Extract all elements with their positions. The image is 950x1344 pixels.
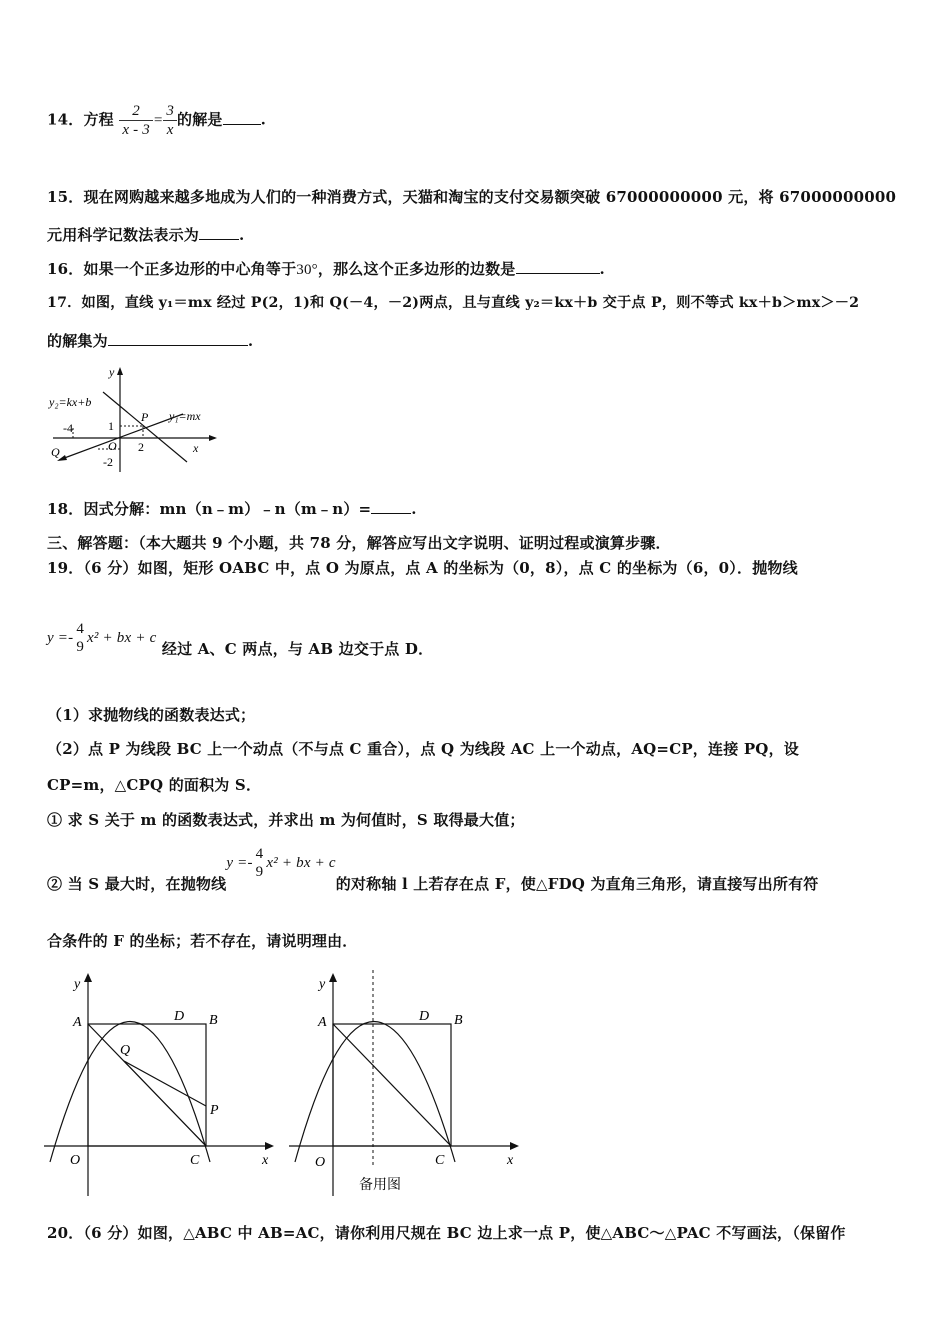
fig19a-label-Q: Q — [120, 1043, 131, 1058]
question-19-formula-line — [47, 620, 433, 656]
fig19b-y-label: y — [319, 977, 326, 992]
fig19a-x-label: x — [262, 1153, 269, 1168]
q19-sub-2 — [47, 845, 819, 893]
fig17-x-arrow — [209, 435, 217, 441]
fig19a-x-arrow — [265, 1142, 274, 1150]
fig19b-label-B: B — [454, 1013, 463, 1028]
q19-sub2-formula-lhs: y =- — [226, 855, 253, 871]
fig19b-y-arrow — [329, 973, 337, 982]
question-18 — [47, 498, 417, 519]
fig19b-label-O: O — [315, 1155, 326, 1170]
q17-end: . — [247, 332, 254, 350]
section-3-heading: 三、解答题：（本大题共 9 个小题，共 78 分，解答应写出文字说明、证明过程或演算步骤． — [47, 534, 671, 552]
fig19a-label-D: D — [174, 1009, 185, 1024]
q14-frac1-den: x - 3 — [122, 122, 150, 138]
fig19a-label-O: O — [70, 1153, 81, 1168]
fig19b-label-C: C — [435, 1153, 445, 1168]
q19-sub2-formula-rhs: x² + bx + c — [266, 855, 336, 871]
q18-end: . — [411, 500, 417, 518]
fig19a-label-C: C — [190, 1153, 200, 1168]
figure-19-main — [40, 966, 280, 1201]
q19-formula-rhs: x² + bx + c — [87, 630, 157, 646]
q18-answer-blank[interactable] — [371, 513, 411, 514]
fig19b-label-A: A — [318, 1015, 327, 1030]
q14-frac2-num: 3 — [163, 102, 177, 121]
fig17-q-label: Q — [51, 445, 60, 459]
question-16 — [47, 258, 605, 279]
fig17-tick-1: 1 — [108, 419, 114, 433]
q19-formula-lhs: y =- — [47, 630, 74, 646]
fig17-tick-2: 2 — [138, 440, 144, 454]
q14-number: 14． — [47, 110, 84, 129]
q16-angle: 30° — [296, 262, 318, 278]
fig17-y2-label: y₂=kx+b — [49, 395, 92, 409]
q19-sub2-suffix: 的对称轴 l 上若存在点 F，使△FDQ 为直角三角形，请直接写出所有符 — [335, 875, 819, 893]
fig19b-x-arrow — [510, 1142, 519, 1150]
q14-answer-blank[interactable] — [223, 124, 261, 125]
fig17-p-label: P — [141, 410, 149, 424]
fig19a-label-P: P — [210, 1103, 219, 1118]
q19-formula-fraction — [73, 620, 87, 656]
q16-middle: ，那么这个正多边形的边数是 — [317, 260, 516, 278]
question-14 — [47, 102, 266, 139]
fig19b-label-D: D — [419, 1009, 430, 1024]
fig19b-x-label: x — [507, 1153, 514, 1168]
fig17-tick-neg4: -4 — [63, 421, 73, 435]
fig17-y-arrow — [117, 367, 123, 375]
q19-part-2-line1: （2）点 P 为线段 BC 上一个动点（不与点 C 重合），点 Q 为线段 AC 上一个动点，AQ=CP，连接 PQ，设 — [47, 740, 799, 758]
question-17-line2 — [47, 330, 253, 351]
q19-sub-2-line2: 合条件的 F 的坐标；若不存在，请说明理由． — [47, 932, 358, 950]
q15-line2-prefix: 元用科学记数法表示为 — [47, 226, 200, 244]
question-19-line1: 19．（6 分）如图，矩形 OABC 中，点 O 为原点，点 A 的坐标为（0，8），点 C 的坐标为（6，0）．抛物线 — [47, 559, 798, 577]
q16-answer-blank[interactable] — [516, 273, 600, 274]
q14-fraction-2 — [163, 102, 177, 139]
fig17-tick-neg2: -2 — [103, 455, 113, 469]
fig19a-segment-QP — [124, 1061, 206, 1106]
q18-text: 18．因式分解：mn（n﹣m）﹣n（m﹣n）= — [47, 500, 372, 518]
q14-frac2-den: x — [166, 122, 174, 138]
q19-sub-1: ① 求 S 关于 m 的函数表达式，并求出 m 为何值时，S 取得最大值； — [47, 811, 525, 829]
fig19a-y-arrow — [84, 973, 92, 982]
q19-sub2-prefix: ② 当 S 最大时，在抛物线 — [47, 875, 227, 893]
fig19b-segment-AC — [333, 1024, 451, 1146]
figure-17 — [45, 364, 225, 476]
fig17-y1-label: y₁=mx — [169, 409, 201, 423]
q14-end: . — [260, 110, 267, 129]
q19-line2-suffix: 经过 A、C 两点，与 AB 边交于点 D． — [161, 640, 434, 658]
q14-frac1-num: 2 — [119, 102, 153, 121]
q14-fraction-1 — [119, 102, 153, 139]
fig17-y-label: y — [109, 365, 115, 379]
q15-end: . — [239, 226, 245, 244]
q15-answer-blank[interactable] — [199, 239, 239, 240]
figure-19-backup — [285, 966, 525, 1201]
fig17-o-label: O — [108, 439, 117, 453]
fig19b-caption: 备用图 — [359, 1177, 401, 1193]
q19-part-2-line2: CP=m，△CPQ 的面积为 S． — [47, 776, 262, 794]
q19-sub2-formula-den: 9 — [255, 864, 264, 880]
fig19a-label-B: B — [209, 1013, 218, 1028]
q19-sub2-formula-num: 4 — [255, 846, 264, 862]
fig19b-parabola — [295, 1022, 455, 1163]
q14-prefix: 方程 — [83, 110, 114, 129]
fig17-x-label: x — [193, 441, 199, 455]
fig19a-segment-QC — [124, 1061, 206, 1146]
q16-prefix: 16．如果一个正多边形的中心角等于 — [47, 260, 297, 278]
question-20: 20．（6 分）如图，△ABC 中 AB=AC，请你利用尺规在 BC 边上求一点 P，使△ABC～△PAC 不写画法，（保留作 — [47, 1224, 846, 1242]
q19-formula-num: 4 — [76, 621, 85, 637]
q19-part-1: （1）求抛物线的函数表达式； — [47, 706, 256, 724]
fig17-line-y1 — [59, 414, 183, 460]
q17-line2-prefix: 的解集为 — [47, 332, 108, 350]
q19-formula-den: 9 — [76, 639, 85, 655]
q16-end: . — [599, 260, 605, 278]
question-15-line2 — [47, 224, 244, 245]
q14-suffix: 的解是 — [177, 110, 223, 129]
fig19a-y-label: y — [74, 977, 81, 992]
question-15-line1: 15．现在网购越来越多地成为人们的一种消费方式，天猫和淘宝的支付交易额突破 67000000000 元，将 67000000000 — [47, 188, 897, 206]
fig19a-label-A: A — [73, 1015, 82, 1030]
q19-sub2-formula-fraction — [253, 845, 267, 881]
q17-answer-blank[interactable] — [108, 345, 248, 346]
question-17-line1: 17．如图，直线 y₁＝mx 经过 P(2，1)和 Q(－4，－2)两点，且与直线 y₂＝kx＋b 交于点 P，则不等式 kx＋b＞mx＞－2 — [47, 295, 860, 311]
q14-equals: = — [152, 112, 164, 129]
